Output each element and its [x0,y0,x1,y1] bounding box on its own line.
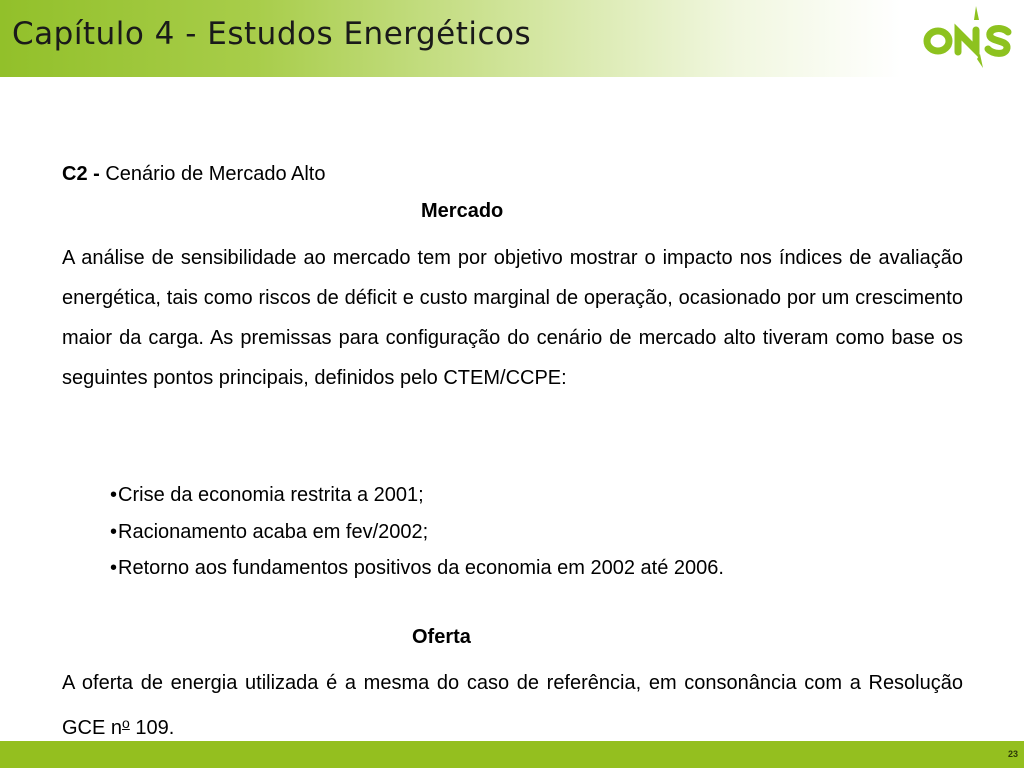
page-number: 23 [1007,749,1018,759]
list-item: •Crise da economia restrita a 2001; [110,484,424,506]
scenario-line [62,163,963,186]
section-heading-oferta: Oferta [412,626,471,648]
footer-bar [0,741,1024,768]
list-item: •Racionamento acaba em fev/2002; [110,520,429,543]
bullet-icon: • [110,557,118,579]
header-bar [0,0,1024,77]
ordinal-indicator: o [122,715,130,731]
section-heading-mercado: Mercado [421,200,504,222]
mercado-paragraph: A análise de sensibilidade ao mercado tem por objetivo mostrar o impacto nos índices de avaliação energética, tais como riscos de déficit e custo marginal de operação, ocasionado por um crescimento maior da carga. As premissas para configuração do cenário de mercado alto tiveram como base os seguintes pontos principais, definidos pelo CTEM/CCPE: [62,247,963,389]
bullet-icon: • [110,484,118,506]
list-item: •Retorno aos fundamentos positivos da economia em 2002 até 2006. [110,557,724,579]
premises-list [110,477,724,587]
ons-logo-icon [916,4,1016,70]
oferta-paragraph: A oferta de energia utilizada é a mesma do caso de referência, em consonância com a Resolução GCE $n^o$ 109. [62,672,963,739]
bullet-icon: • [110,520,118,543]
page-title: Capítulo 4 - Estudos Energéticos [12,16,532,52]
scenario-name: Cenário de Mercado Alto [105,163,326,185]
scenario-code: C2 - [62,163,100,185]
